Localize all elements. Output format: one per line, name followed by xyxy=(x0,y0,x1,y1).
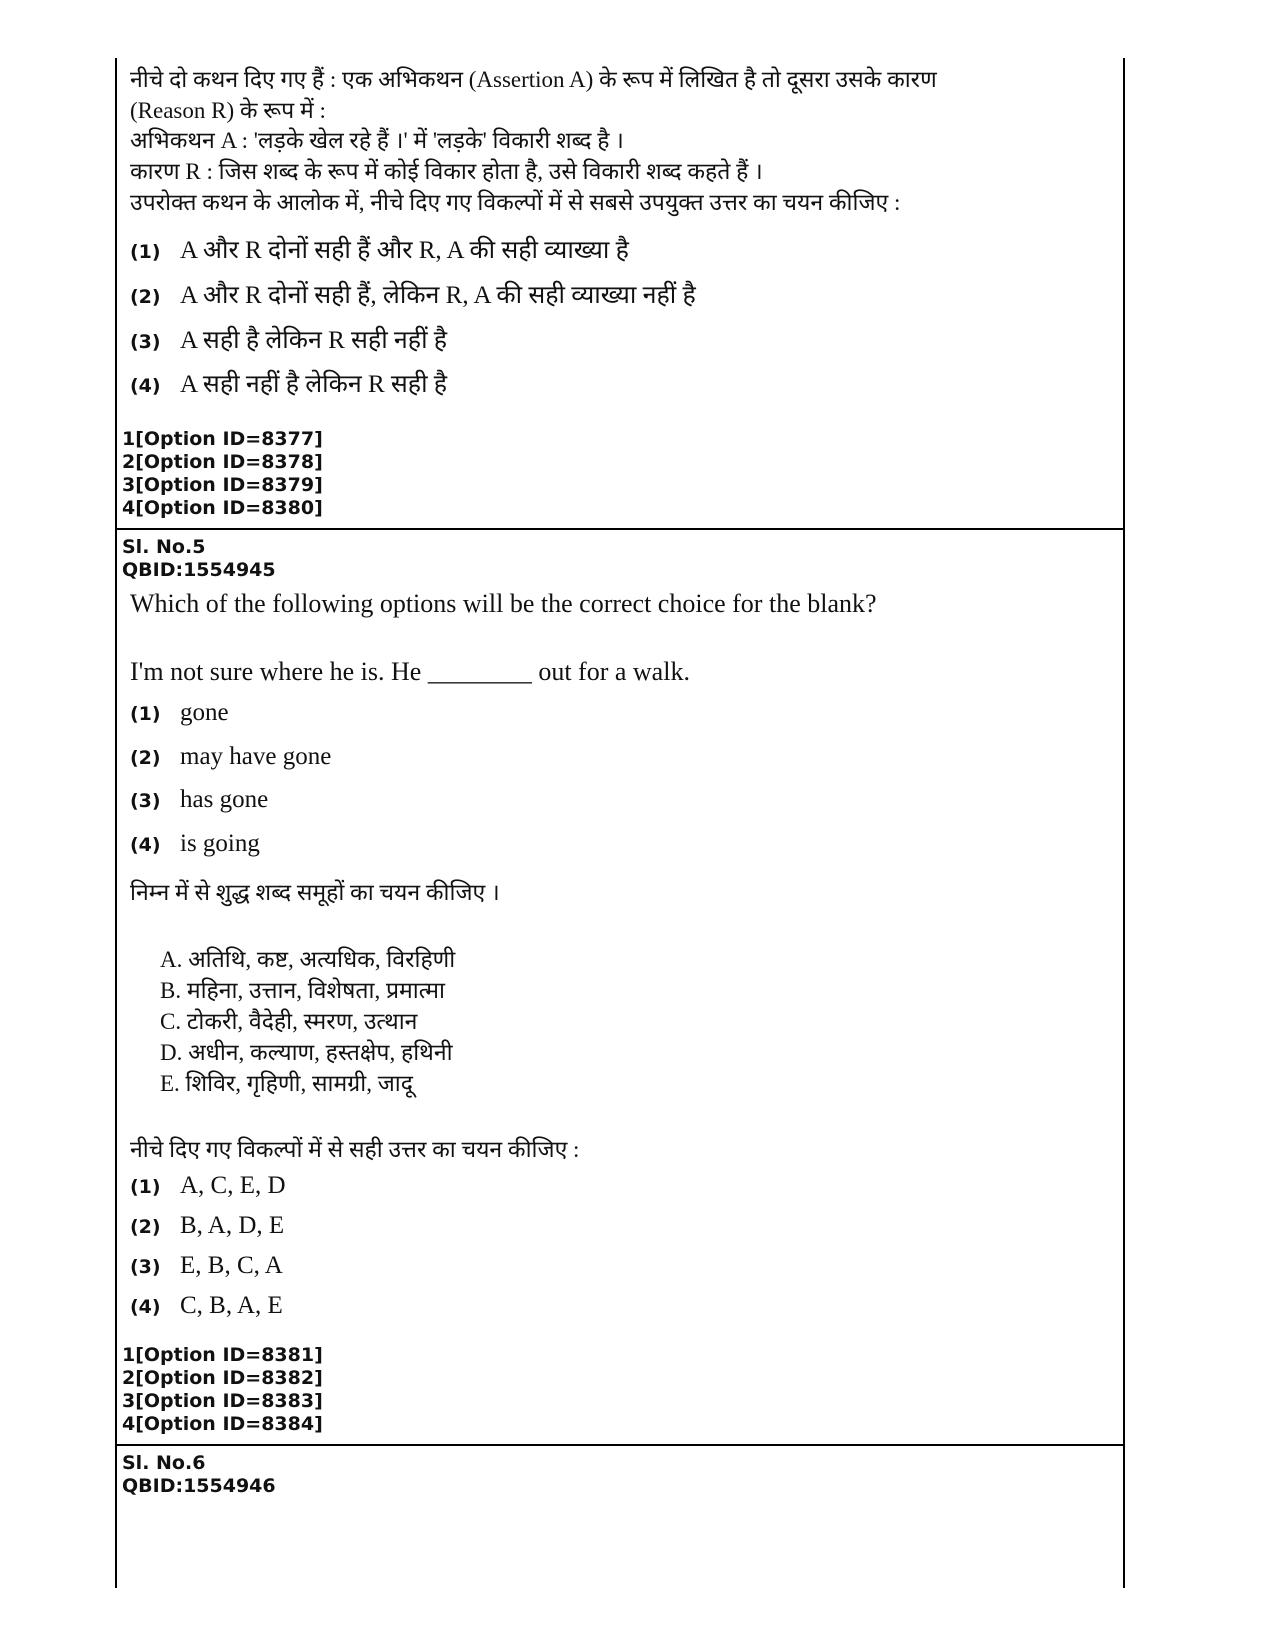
option-id: 4[Option ID=8380] xyxy=(122,497,323,519)
option-number: (3) xyxy=(130,331,161,353)
q4-option[interactable] xyxy=(130,366,447,400)
serial-number: Sl. No.5 xyxy=(122,536,206,558)
option-text: gone xyxy=(180,699,229,726)
q5-hi-option[interactable] xyxy=(130,1212,284,1240)
q4-statement-line: नीचे दो कथन दिए गए हैं : एक अभिकथन (Assertion A) के रूप में लिखित है तो दूसरा उसके कारण xyxy=(130,67,937,92)
option-id: 3[Option ID=8383] xyxy=(122,1390,323,1412)
row-divider xyxy=(115,1444,1125,1446)
option-id: 1[Option ID=8377] xyxy=(122,428,323,450)
option-number: (3) xyxy=(130,1256,161,1278)
option-text: A सही नहीं है लेकिन R सही है xyxy=(180,371,448,398)
q5-hi-option[interactable] xyxy=(130,1252,283,1280)
q4-option[interactable] xyxy=(130,322,447,356)
option-number: (3) xyxy=(130,790,161,812)
option-text: is going xyxy=(180,830,260,857)
option-text: B, A, D, E xyxy=(180,1212,285,1239)
option-text: has gone xyxy=(180,786,269,813)
option-id: 4[Option ID=8384] xyxy=(122,1413,323,1435)
qbid: QBID:1554945 xyxy=(122,559,276,581)
q5-hindi-item: E. शिविर, गृहिणी, सामग्री, जादू xyxy=(160,1071,413,1096)
option-number: (2) xyxy=(130,747,161,769)
q5-en-option[interactable] xyxy=(130,743,331,771)
q5-hindi-instruction: नीचे दिए गए विकल्पों में से सही उत्तर का चयन कीजिए : xyxy=(130,1137,580,1162)
option-id: 1[Option ID=8381] xyxy=(122,1344,323,1366)
q4-instruction: उपरोक्त कथन के आलोक में, नीचे दिए गए विकल्पों में से सबसे उपयुक्त उत्तर का चयन कीजिए : xyxy=(130,190,901,215)
option-text: may have gone xyxy=(180,743,332,770)
q5-en-option[interactable] xyxy=(130,786,268,814)
option-number: (2) xyxy=(130,1216,161,1238)
q5-hindi-item: A. अतिथि, कष्ट, अत्यधिक, विरहिणी xyxy=(160,947,456,972)
option-number: (4) xyxy=(130,834,161,856)
q4-statement-line: (Reason R) के रूप में : xyxy=(130,98,326,123)
option-id: 2[Option ID=8382] xyxy=(122,1367,323,1389)
q4-option[interactable] xyxy=(130,232,629,266)
option-number: (4) xyxy=(130,1296,161,1318)
q5-english-sentence: I'm not sure where he is. He ________ out for a walk. xyxy=(130,657,690,686)
option-text: C, B, A, E xyxy=(180,1292,283,1319)
q4-assertion: अभिकथन A : 'लड़के खेल रहे हैं ।' में 'लड़के' विकारी शब्द है । xyxy=(130,128,624,153)
option-text: A और R दोनों सही हैं, लेकिन R, A की सही व्याख्या नहीं है xyxy=(180,282,696,309)
q5-hi-option[interactable] xyxy=(130,1172,286,1200)
q5-hindi-item: B. महिना, उत्तान, विशेषता, प्रमात्मा xyxy=(160,978,445,1003)
option-text: A सही है लेकिन R सही नहीं है xyxy=(180,327,448,354)
option-text: A, C, E, D xyxy=(180,1172,286,1199)
qbid: QBID:1554946 xyxy=(122,1475,276,1497)
option-number: (2) xyxy=(130,286,161,308)
q5-en-option[interactable] xyxy=(130,830,260,858)
option-number: (1) xyxy=(130,1176,161,1198)
q5-hindi-item: D. अधीन, कल्याण, हस्तक्षेप, हथिनी xyxy=(160,1040,453,1065)
row-divider xyxy=(115,528,1125,530)
q5-en-option[interactable] xyxy=(130,699,229,727)
q4-option[interactable] xyxy=(130,277,696,311)
option-id: 3[Option ID=8379] xyxy=(122,474,323,496)
option-number: (1) xyxy=(130,241,161,263)
option-number: (1) xyxy=(130,703,161,725)
q5-hindi-item: C. टोकरी, वैदेही, स्मरण, उत्थान xyxy=(160,1009,418,1034)
q5-hi-option[interactable] xyxy=(130,1292,283,1320)
q5-hindi-question: निम्न में से शुद्ध शब्द समूहों का चयन कीजिए । xyxy=(130,880,500,905)
serial-number: Sl. No.6 xyxy=(122,1452,206,1474)
q5-english-question: Which of the following options will be the correct choice for the blank? xyxy=(130,589,877,618)
q4-reason: कारण R : जिस शब्द के रूप में कोई विकार होता है, उसे विकारी शब्द कहते हैं । xyxy=(130,159,763,184)
option-number: (4) xyxy=(130,375,161,397)
option-text: A और R दोनों सही हैं और R, A की सही व्याख्या है xyxy=(180,237,629,264)
option-text: E, B, C, A xyxy=(180,1252,283,1279)
option-id: 2[Option ID=8378] xyxy=(122,451,323,473)
